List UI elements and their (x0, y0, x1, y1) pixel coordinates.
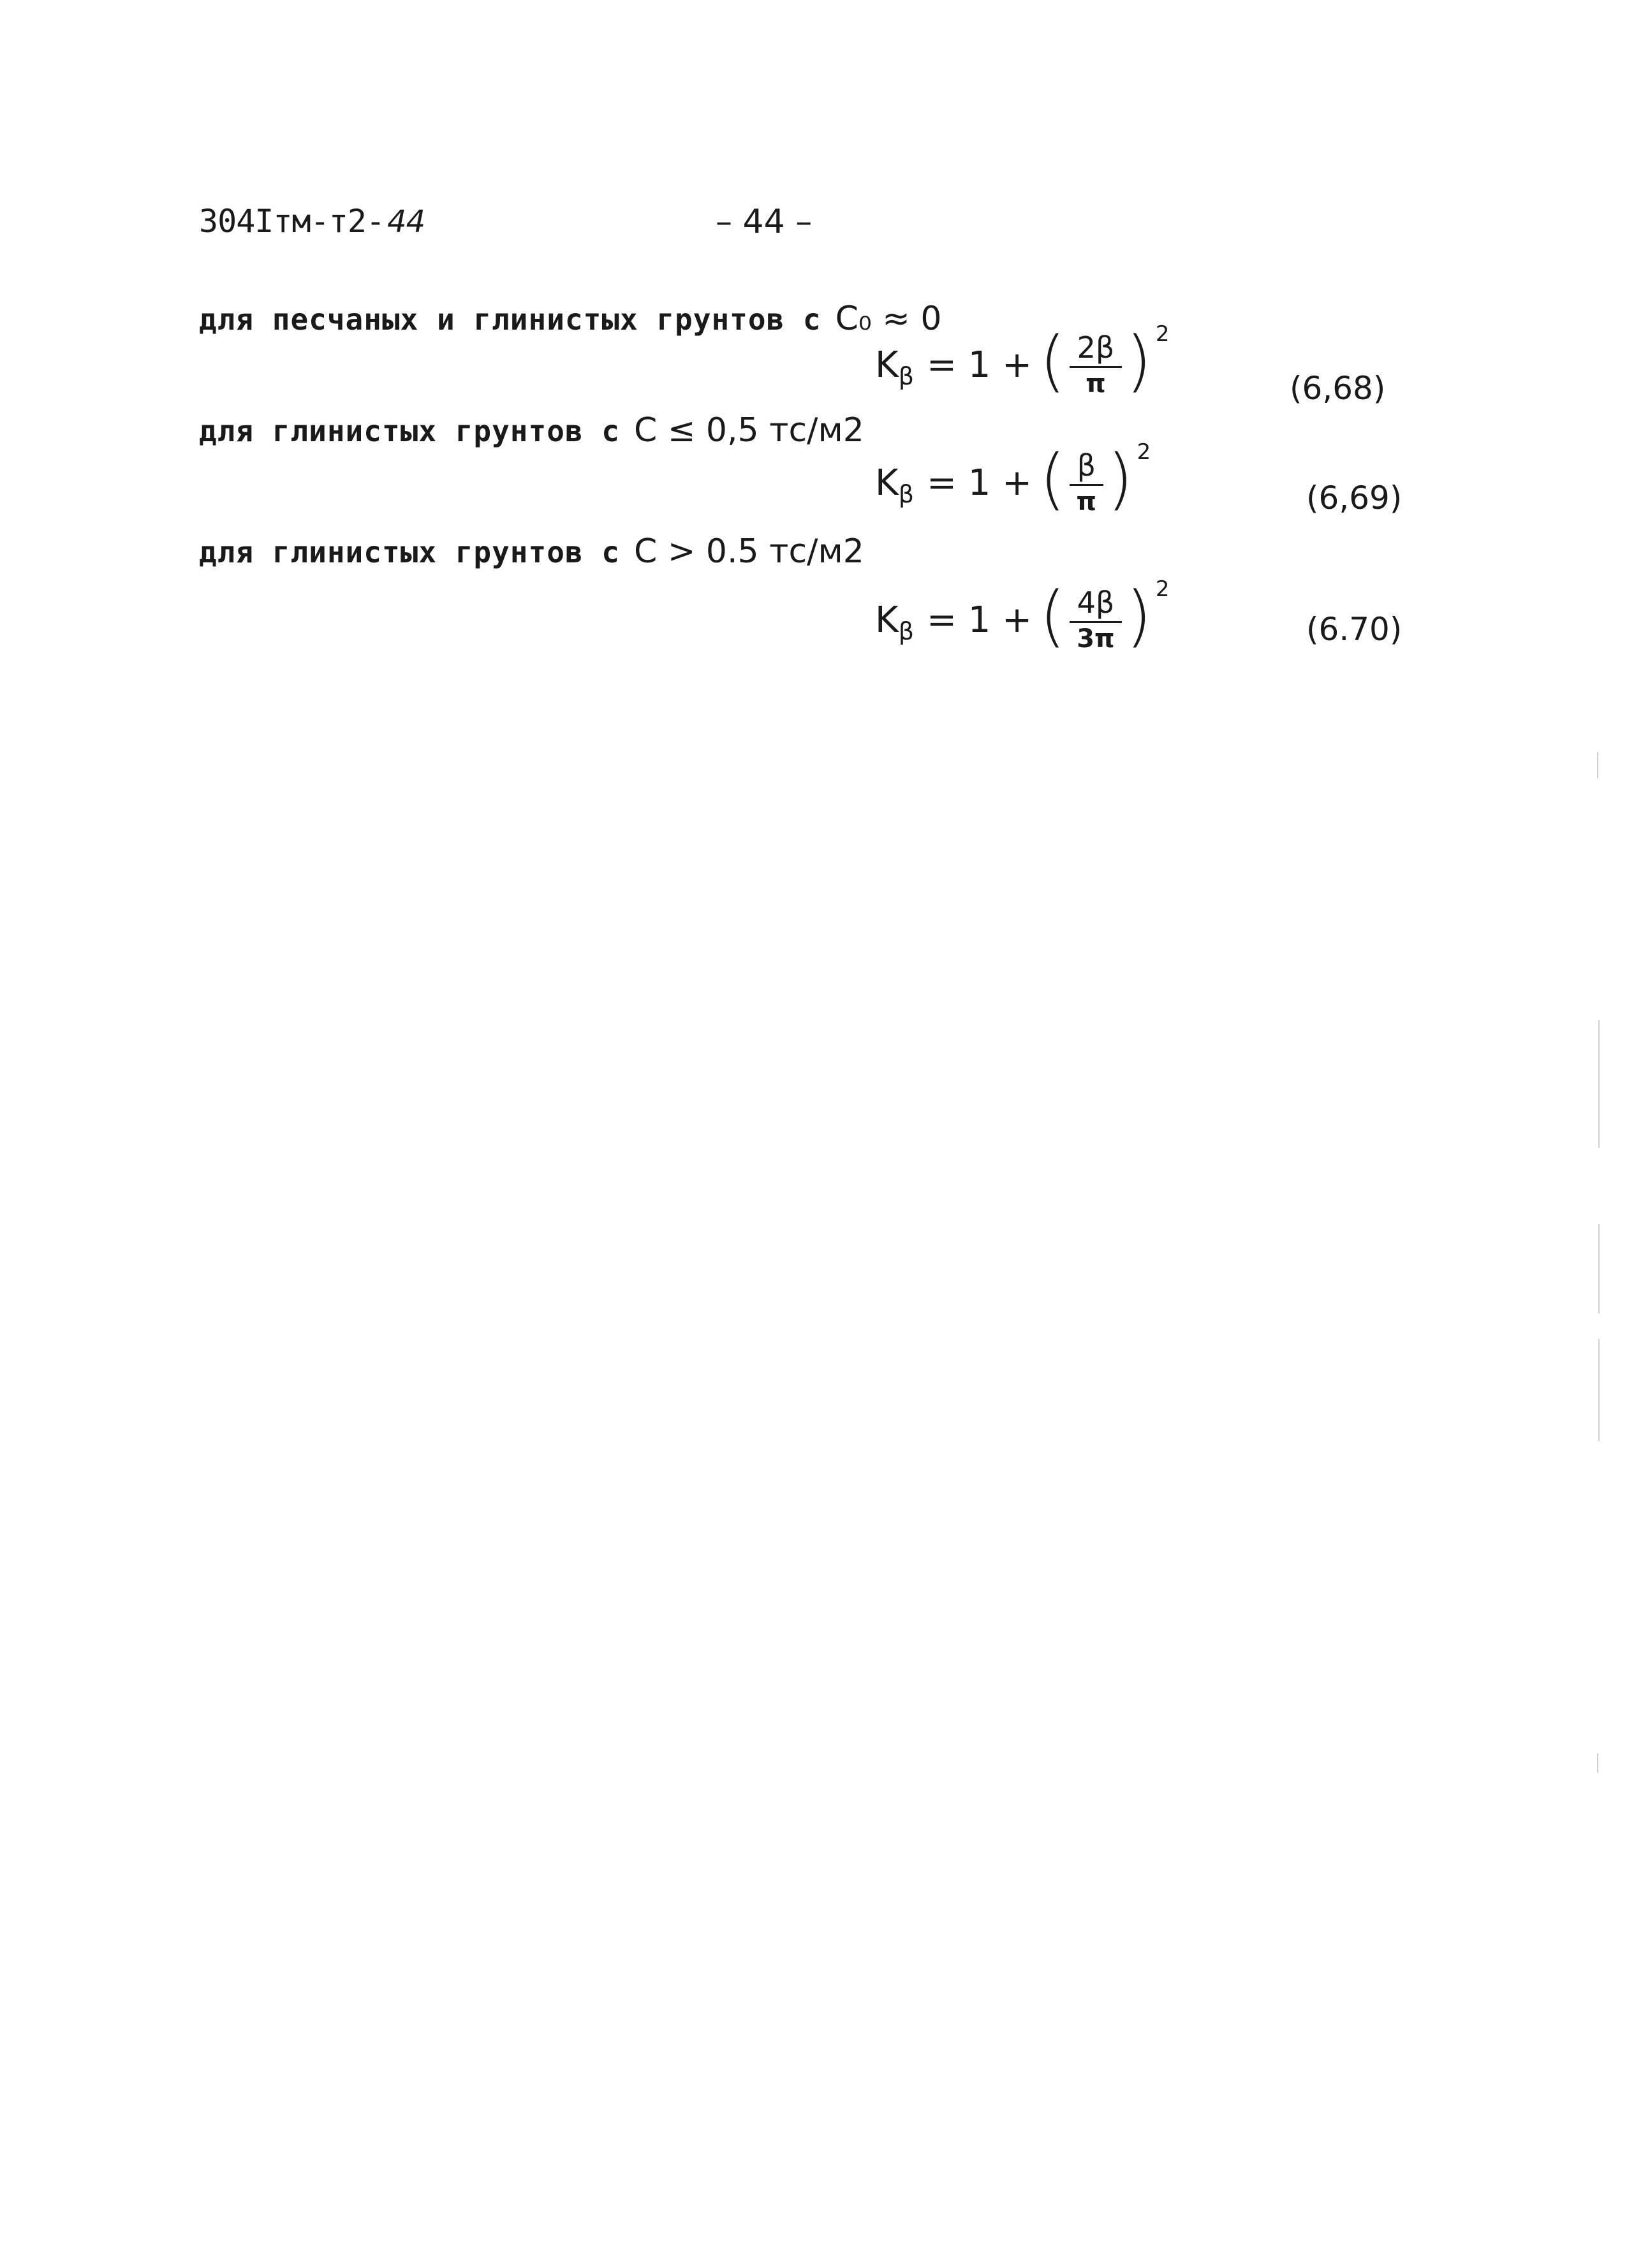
condition-math: C ≤ 0,5 тс/м2 (633, 411, 864, 450)
equation-number-6-69: (6,69) (1306, 479, 1402, 516)
close-paren: ) (1107, 440, 1133, 518)
document-code-typed: 304Iтм-т2- (199, 203, 385, 240)
fraction-numerator: 4β (1070, 587, 1123, 622)
fraction-denominator: π (1076, 487, 1097, 516)
scan-mark (1597, 1753, 1598, 1773)
open-paren: ( (1040, 322, 1066, 400)
equation-number-6-68: (6,68) (1290, 370, 1386, 407)
formula-6-70 (875, 576, 1170, 655)
equation-number-6-70: (6.70) (1306, 611, 1402, 648)
formula-exponent: 2 (1137, 439, 1151, 465)
formula-lhs-subscript: β (898, 362, 914, 390)
formula-lhs: K (875, 599, 899, 641)
scan-mark (1597, 752, 1598, 778)
close-paren: ) (1126, 577, 1152, 655)
formula-exponent: 2 (1155, 321, 1170, 347)
fraction-numerator: β (1070, 450, 1103, 485)
formula-6-69 (875, 439, 1151, 518)
condition-math: C₀ ≈ 0 (835, 300, 942, 338)
formula-equals: = 1 + (927, 462, 1033, 504)
condition-line-3 (199, 532, 864, 571)
condition-text: для глинистых грунтов с (199, 535, 620, 569)
page-number: – 44 – (716, 203, 813, 241)
scan-mark (1598, 1224, 1600, 1313)
condition-text: для песчаных и глинистых грунтов с (199, 302, 821, 337)
condition-math: C > 0.5 тс/м2 (633, 532, 864, 571)
open-paren: ( (1040, 577, 1066, 655)
formula-lhs: K (875, 462, 899, 504)
open-paren: ( (1040, 440, 1066, 518)
fraction-denominator: π (1086, 369, 1106, 399)
document-code-handwritten: 44 (387, 204, 425, 240)
fraction (1070, 332, 1123, 397)
formula-equals: = 1 + (927, 599, 1033, 641)
fraction-denominator: 3π (1077, 624, 1115, 654)
fraction (1070, 450, 1103, 515)
scan-mark (1598, 1020, 1600, 1148)
formula-equals: = 1 + (927, 344, 1033, 386)
formula-6-68 (875, 321, 1170, 400)
formula-lhs-subscript: β (898, 617, 914, 645)
formula-lhs: K (875, 344, 899, 386)
formula-lhs-subscript: β (898, 480, 914, 508)
fraction (1070, 587, 1123, 652)
condition-line-2 (199, 411, 864, 450)
scan-mark (1598, 1339, 1600, 1441)
formula-exponent: 2 (1155, 576, 1170, 602)
document-code (199, 203, 425, 240)
fraction-numerator: 2β (1070, 332, 1123, 367)
condition-text: для глинистых грунтов с (199, 414, 620, 448)
condition-line-1 (199, 300, 941, 338)
close-paren: ) (1126, 322, 1152, 400)
